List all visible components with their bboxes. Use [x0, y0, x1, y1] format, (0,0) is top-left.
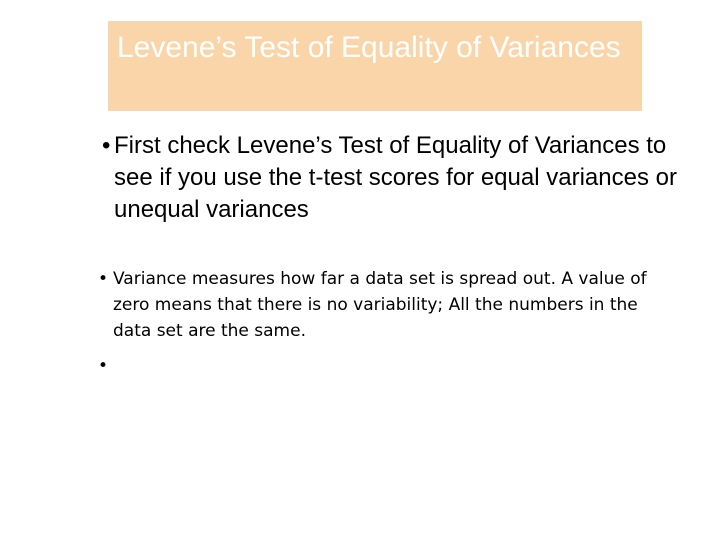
bullet-item-1 — [102, 130, 692, 226]
title-box — [108, 21, 642, 111]
bullet-item-2 — [98, 266, 658, 344]
bullet-marker: • — [98, 356, 109, 376]
bullet-text: Variance measures how far a data set is spread out. A value of zero means that there is no variability; All the numbers in the data set are the same. — [113, 269, 647, 341]
bullet-item-3 — [98, 353, 108, 379]
bullet-marker: • — [98, 269, 109, 289]
slide-title: Levene’s Test of Equality of Variances — [117, 31, 621, 64]
bullet-text: First check Levene’s Test of Equality of Variances to see if you use the t-test scores for equal variances or unequal variances — [114, 132, 677, 223]
bullet-marker: • — [102, 132, 111, 159]
